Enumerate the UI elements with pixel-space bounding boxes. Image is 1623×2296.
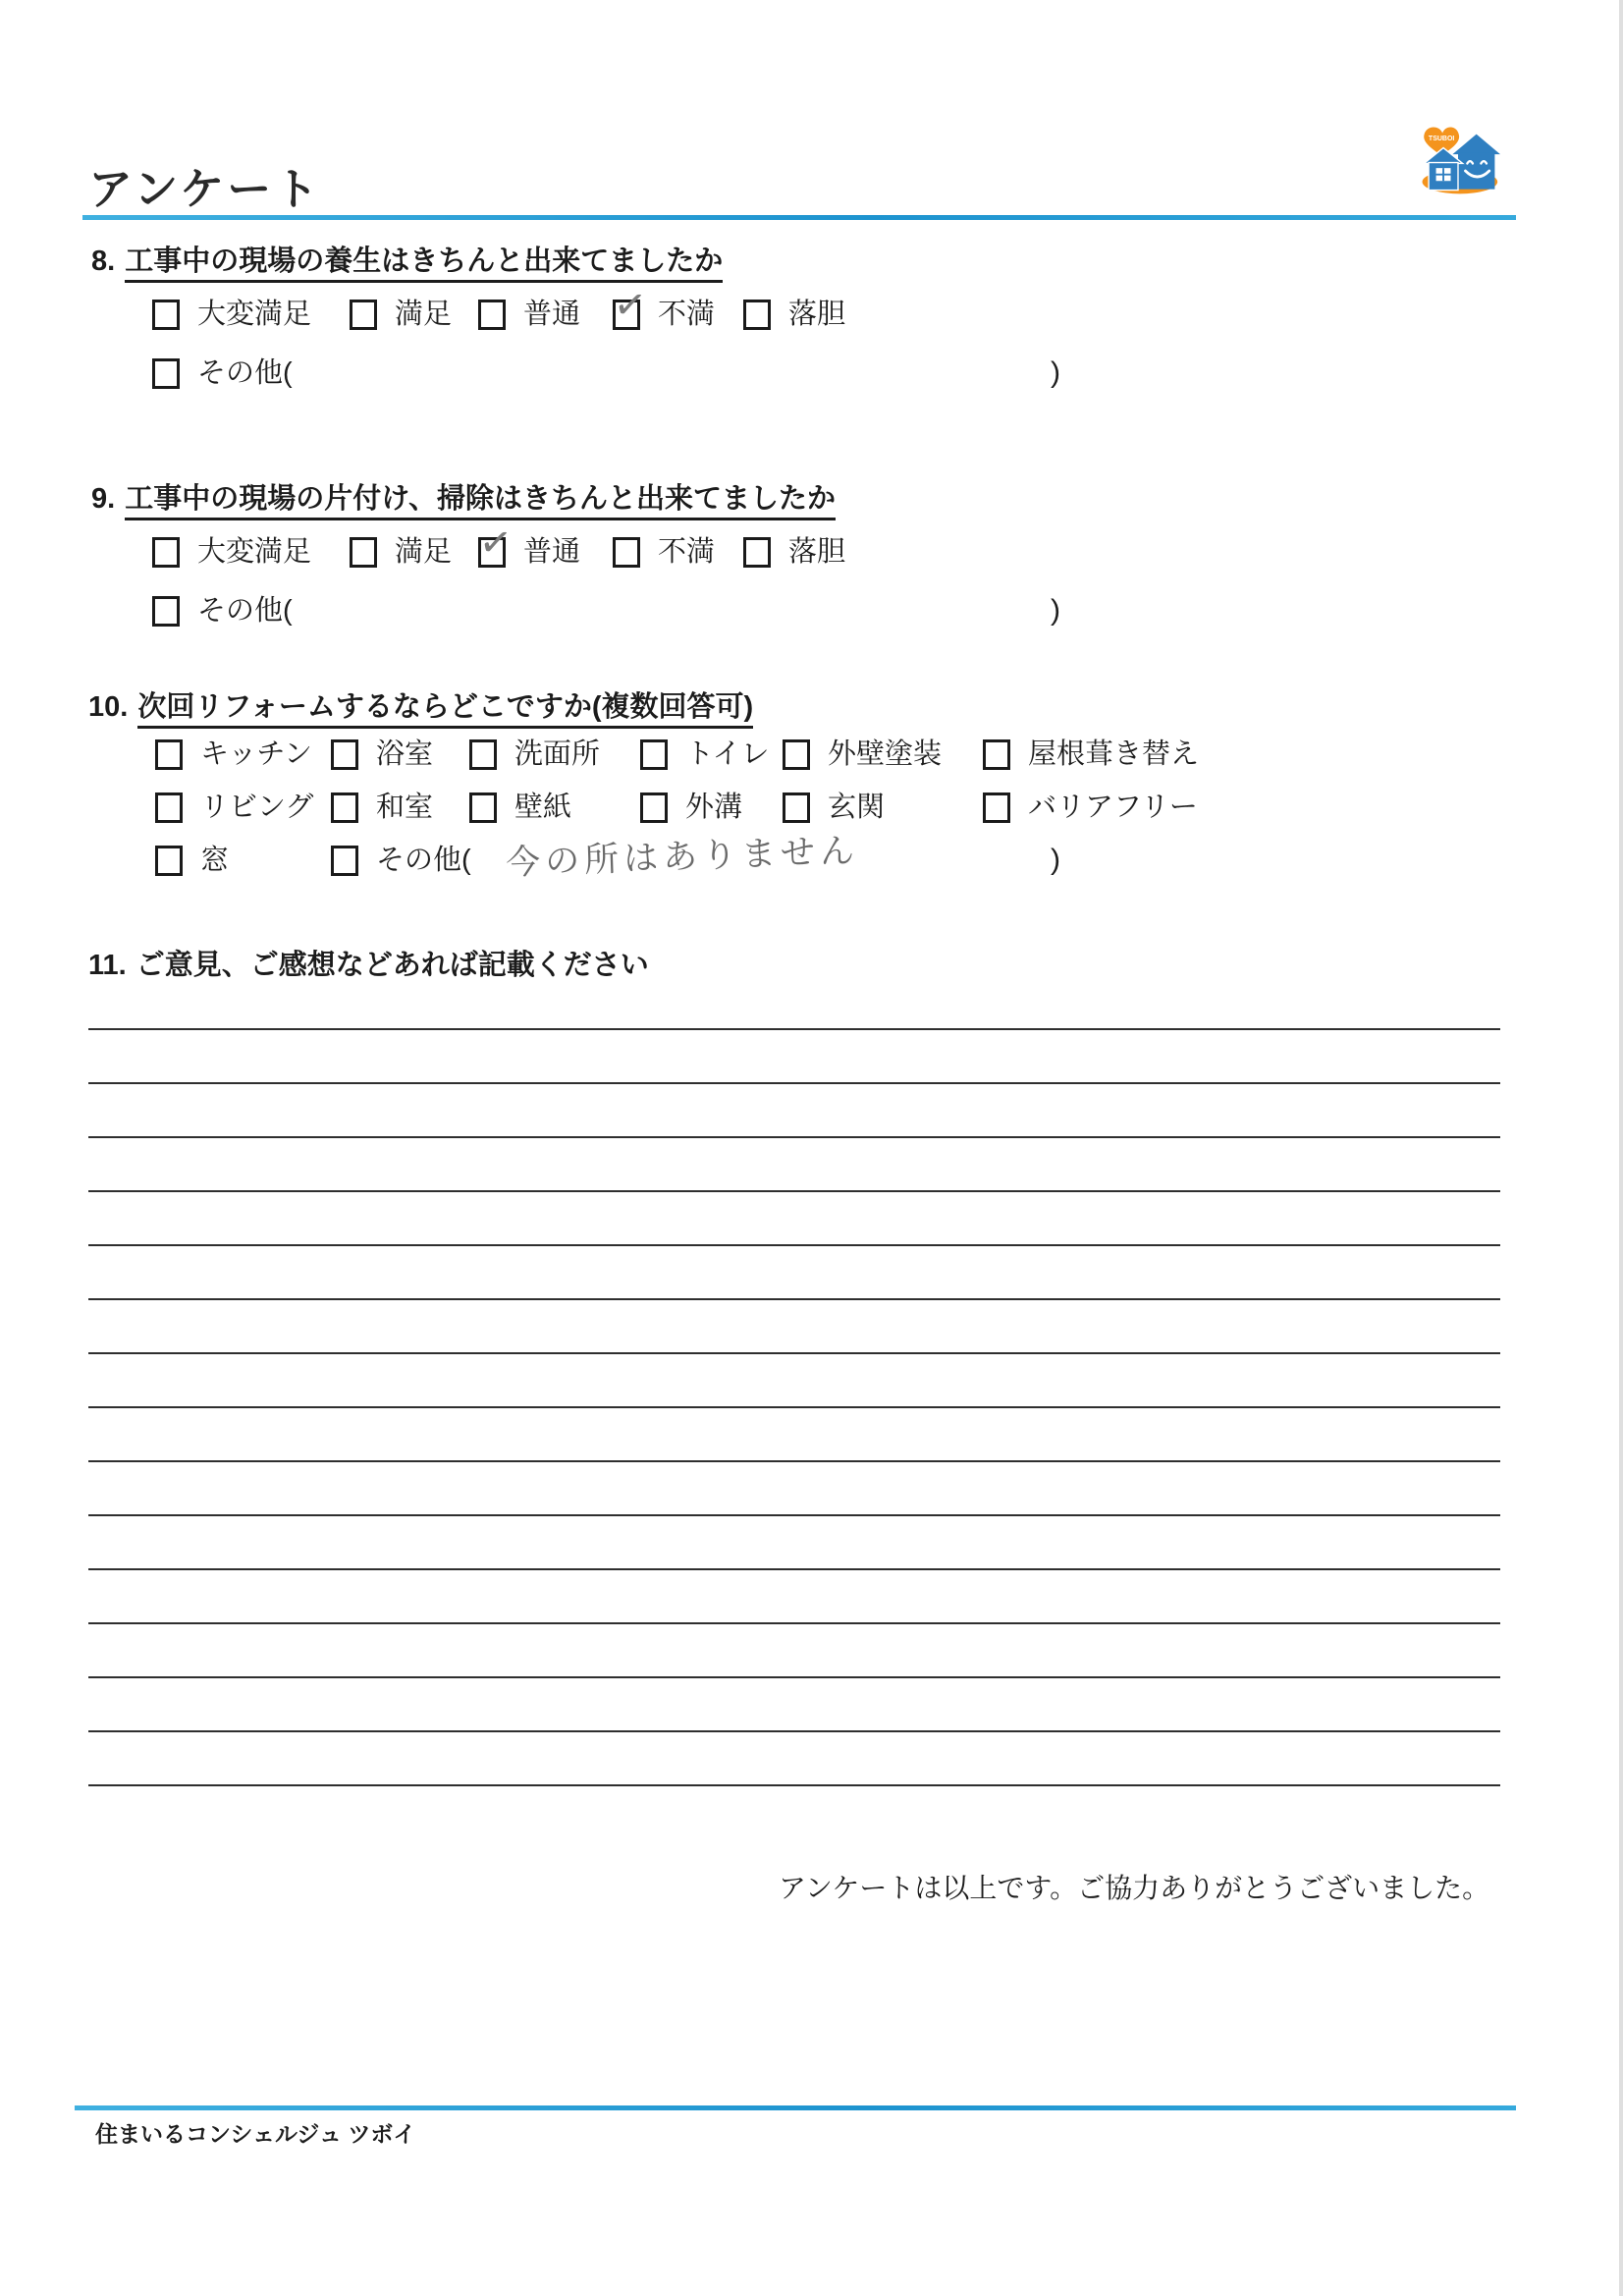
q8-options-row — [0, 298, 1623, 333]
q10-option-roof[interactable] — [983, 738, 1199, 771]
q10-options-row-1 — [0, 738, 1623, 773]
option-label: その他( — [197, 356, 293, 389]
scan-edge-shadow — [1619, 0, 1623, 2296]
checkbox[interactable] — [155, 739, 183, 770]
q10-option-japanese-room[interactable] — [331, 791, 433, 824]
small-house-roof — [1424, 148, 1462, 164]
checkbox[interactable] — [152, 596, 180, 627]
q10-option-living[interactable] — [155, 791, 313, 824]
q10-options-row-2 — [0, 791, 1623, 826]
q8-option-satisfied[interactable] — [350, 298, 452, 331]
q9-other-row — [0, 594, 1623, 629]
option-label: キッチン — [200, 738, 312, 770]
option-label: 大変満足 — [197, 535, 312, 568]
q8-option-normal[interactable] — [478, 298, 580, 331]
question-title: ご意見、ご感想などあれば記載ください — [135, 950, 649, 981]
option-label: 外壁塗装 — [828, 738, 943, 770]
option-label: 窓 — [200, 844, 230, 876]
footer-company-name: 住まいるコンシェルジュ ツボイ — [95, 2121, 416, 2147]
q10-options-row-3 — [0, 831, 1623, 883]
checkbox-checked[interactable] — [478, 537, 506, 568]
checkbox[interactable] — [469, 793, 497, 823]
q10-option-bathroom[interactable] — [331, 738, 433, 771]
writing-line — [88, 1568, 1500, 1570]
closing-note: アンケートは以上です。ご協力ありがとうございました。 — [779, 1873, 1490, 1903]
q10-option-washroom[interactable] — [469, 738, 600, 771]
q10-option-other[interactable] — [331, 844, 471, 877]
question-title: 工事中の現場の片付け、掃除はきちんと出来てましたか — [125, 483, 836, 520]
option-label: 浴室 — [376, 738, 434, 770]
writing-line — [88, 1676, 1500, 1678]
question-9-heading — [91, 476, 836, 517]
big-house-roof — [1452, 135, 1500, 155]
option-label: 満足 — [395, 535, 453, 568]
comments-writing-area[interactable] — [88, 1021, 1500, 1797]
q10-option-wallpaper[interactable] — [469, 791, 571, 824]
q9-option-satisfied[interactable] — [350, 535, 452, 569]
checkbox[interactable] — [478, 300, 506, 330]
option-label: 大変満足 — [197, 298, 312, 330]
q9-option-very-satisfied[interactable] — [152, 535, 311, 569]
option-label: 満足 — [395, 298, 453, 330]
q8-option-other[interactable] — [152, 356, 293, 390]
q8-option-very-satisfied[interactable] — [152, 298, 311, 331]
checkbox[interactable] — [640, 739, 668, 770]
writing-line — [88, 1298, 1500, 1300]
checkbox-checked[interactable] — [613, 300, 640, 330]
checkbox[interactable] — [469, 739, 497, 770]
option-label: 外溝 — [685, 791, 743, 823]
option-label: 屋根葺き替え — [1028, 738, 1200, 770]
writing-line — [88, 1352, 1500, 1354]
checkbox[interactable] — [331, 739, 358, 770]
checkbox[interactable] — [783, 793, 810, 823]
question-number: 8. — [91, 246, 116, 277]
checkbox[interactable] — [350, 300, 377, 330]
option-label: バリアフリー — [1028, 791, 1198, 823]
option-label: トイレ — [685, 738, 770, 770]
option-label: 落胆 — [788, 535, 846, 568]
writing-line — [88, 1784, 1500, 1786]
option-label: その他( — [197, 594, 293, 627]
checkbox[interactable] — [331, 793, 358, 823]
q9-option-normal[interactable] — [478, 535, 580, 569]
checkbox[interactable] — [152, 537, 180, 568]
close-paren: ) — [1051, 844, 1060, 876]
writing-line — [88, 1244, 1500, 1246]
checkbox[interactable] — [983, 793, 1010, 823]
writing-line — [88, 1622, 1500, 1624]
question-8-heading — [91, 239, 723, 279]
company-logo-icon — [1412, 114, 1504, 198]
writing-line — [88, 1082, 1500, 1084]
header-divider — [82, 215, 1516, 220]
checkbox[interactable] — [743, 300, 771, 330]
question-number: 9. — [91, 483, 116, 515]
option-label: 不満 — [658, 535, 716, 568]
checkbox[interactable] — [783, 739, 810, 770]
writing-line — [88, 1190, 1500, 1192]
q8-other-row — [0, 356, 1623, 392]
question-title: 工事中の現場の養生はきちんと出来てましたか — [125, 246, 723, 283]
checkbox[interactable] — [613, 537, 640, 568]
logo-text: TSUBOI — [1428, 136, 1455, 143]
q10-option-toilet[interactable] — [640, 738, 770, 771]
q8-option-dissatisfied[interactable] — [613, 298, 715, 331]
question-number: 11. — [88, 950, 127, 981]
writing-line — [88, 1028, 1500, 1030]
q9-option-other[interactable] — [152, 594, 293, 628]
option-label: 普通 — [523, 535, 581, 568]
checkbox[interactable] — [743, 537, 771, 568]
q10-option-outer-ditch[interactable] — [640, 791, 742, 824]
writing-line — [88, 1460, 1500, 1462]
checkbox[interactable] — [350, 537, 377, 568]
q10-option-kitchen[interactable] — [155, 738, 312, 771]
q10-option-barrier-free[interactable] — [983, 791, 1198, 824]
writing-line — [88, 1730, 1500, 1732]
question-11-heading — [88, 943, 649, 983]
option-label: 壁紙 — [514, 791, 572, 823]
checkbox[interactable] — [983, 739, 1010, 770]
q10-option-entrance[interactable] — [783, 791, 885, 824]
footer-divider — [75, 2105, 1516, 2110]
q9-options-row — [0, 535, 1623, 571]
writing-line — [88, 1136, 1500, 1138]
option-label: その他( — [376, 844, 471, 876]
close-paren: ) — [1051, 594, 1060, 627]
handwritten-answer: 今の所はありません — [505, 831, 860, 883]
option-label: 洗面所 — [514, 738, 601, 770]
q8-option-disappointed[interactable] — [743, 298, 845, 331]
checkbox[interactable] — [331, 846, 358, 876]
q10-option-exterior-paint[interactable] — [783, 738, 942, 771]
page-title: アンケート — [88, 164, 322, 214]
checkbox[interactable] — [152, 300, 180, 330]
q9-option-disappointed[interactable] — [743, 535, 845, 569]
checkbox[interactable] — [152, 358, 180, 389]
q10-option-window[interactable] — [155, 844, 229, 877]
option-label: 普通 — [523, 298, 581, 330]
checkbox[interactable] — [640, 793, 668, 823]
writing-line — [88, 1406, 1500, 1408]
checkbox[interactable] — [155, 846, 183, 876]
option-label: 玄関 — [828, 791, 886, 823]
option-label: 不満 — [658, 298, 716, 330]
option-label: 和室 — [376, 791, 434, 823]
checkbox[interactable] — [155, 793, 183, 823]
close-paren: ) — [1051, 356, 1060, 389]
question-number: 10. — [88, 691, 129, 723]
option-label: リビング — [200, 791, 314, 823]
option-label: 落胆 — [788, 298, 846, 330]
writing-line — [88, 1514, 1500, 1516]
q9-option-dissatisfied[interactable] — [613, 535, 715, 569]
question-title: 次回リフォームするならどこですか(複数回答可) — [137, 691, 753, 729]
question-10-heading — [88, 684, 753, 725]
